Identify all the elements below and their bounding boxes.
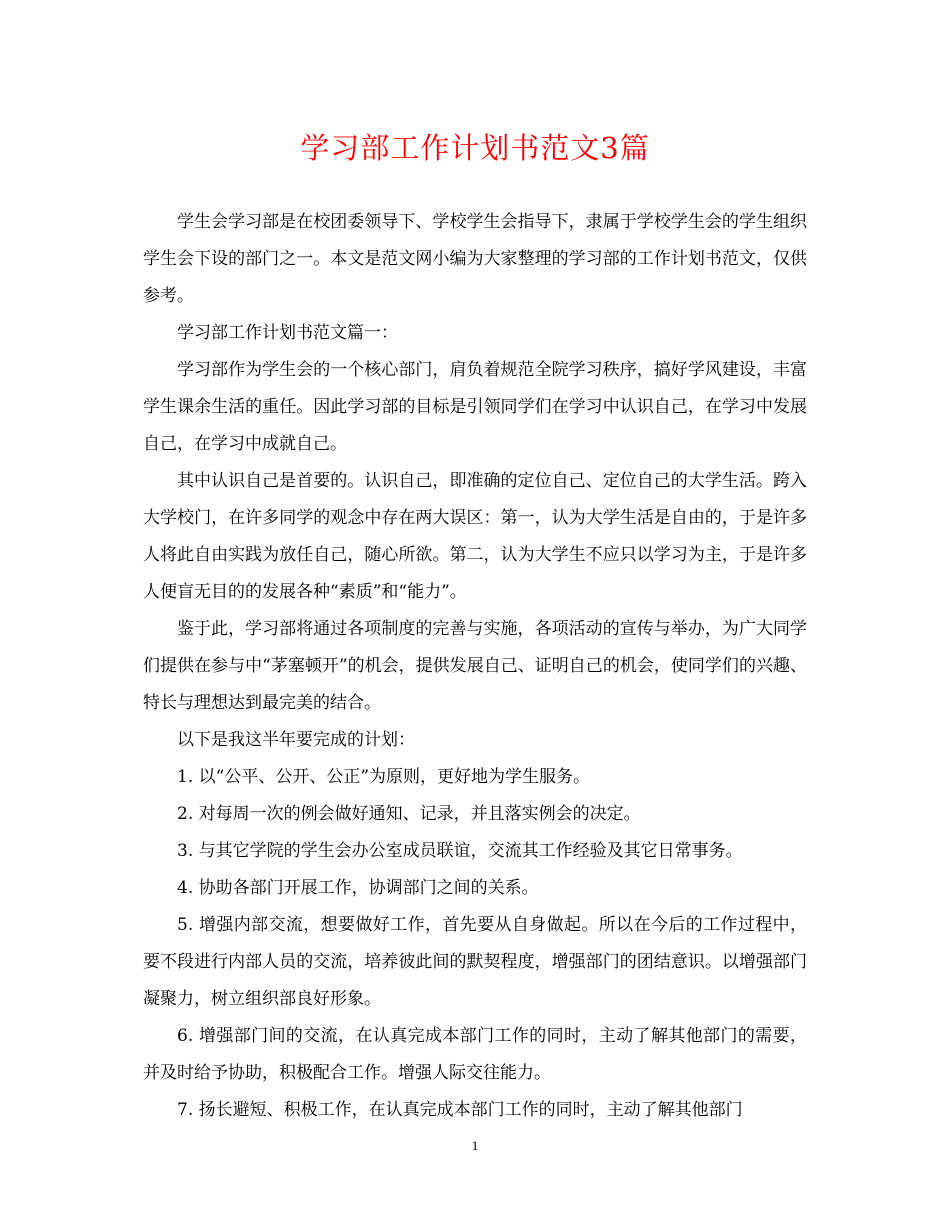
paragraph-approach: 鉴于此，学习部将通过各项制度的完善与实施，各项活动的宣传与举办，为广大同学们提供在参与中“茅塞顿开”的机会，提供发展自己、证明自己的机会，使同学们的兴趣、特长与理想达到最完美的结合。 [143,619,807,713]
document-body [143,204,807,1129]
paragraph-self-knowledge: 其中认识自己是首要的。认识自己，即准确的定位自己、定位自己的大学生活。跨入大学校门，在许多同学的观念中存在两大误区：第一，认为大学生活是自由的，于是许多人将此自由实践为放任自己，随心所欲。第二，认为大学生不应只以学习为主，于是许多人便盲无目的的发展各种“素质”和“能力”。 [143,471,807,602]
plan-item-1: 1. 以“公平、公开、公正”为原则，更好地为学生服务。 [177,767,591,787]
plan-item-6: 6. 增强部门间的交流，在认真完成本部门工作的同时，主动了解其他部门的需要，并及时给予协助，积极配合工作。增强人际交往能力。 [143,1026,807,1083]
plan-item-5: 5. 增强内部交流，想要做好工作，首先要从自身做起。所以在今后的工作过程中，要不段进行内部人员的交流，培养彼此间的默契程度，增强部门的团结意识。以增强部门凝聚力，树立组织部良好形象。 [143,915,807,1009]
paragraph-heading-part-one: 学习部工作计划书范文篇一： [177,323,398,343]
document-title: 学习部工作计划书范文3篇 [300,131,650,165]
plan-item-3: 3. 与其它学院的学生会办公室成员联谊，交流其工作经验及其它日常事务。 [177,841,743,861]
plan-item-2: 2. 对每周一次的例会做好通知、记录，并且落实例会的决定。 [177,804,641,824]
page-number: 1 [471,1138,479,1153]
paragraph-role: 学习部作为学生会的一个核心部门，肩负着规范全院学习秩序，搞好学风建设，丰富学生课余生活的重任。因此学习部的目标是引领同学们在学习中认识自己，在学习中发展自己，在学习中成就自己。 [143,360,807,454]
plan-item-4: 4. 协助各部门开展工作，协调部门之间的关系。 [177,878,539,898]
paragraph-intro: 学生会学习部是在校团委领导下、学校学生会指导下，隶属于学校学生会的学生组织学生会下设的部门之一。本文是范文网小编为大家整理的学习部的工作计划书范文，仅供参考。 [143,212,807,306]
plan-item-7: 7. 扬长避短、积极工作，在认真完成本部门工作的同时，主动了解其他部门 [177,1100,743,1120]
paragraph-plan-intro: 以下是我这半年要完成的计划： [177,730,415,750]
